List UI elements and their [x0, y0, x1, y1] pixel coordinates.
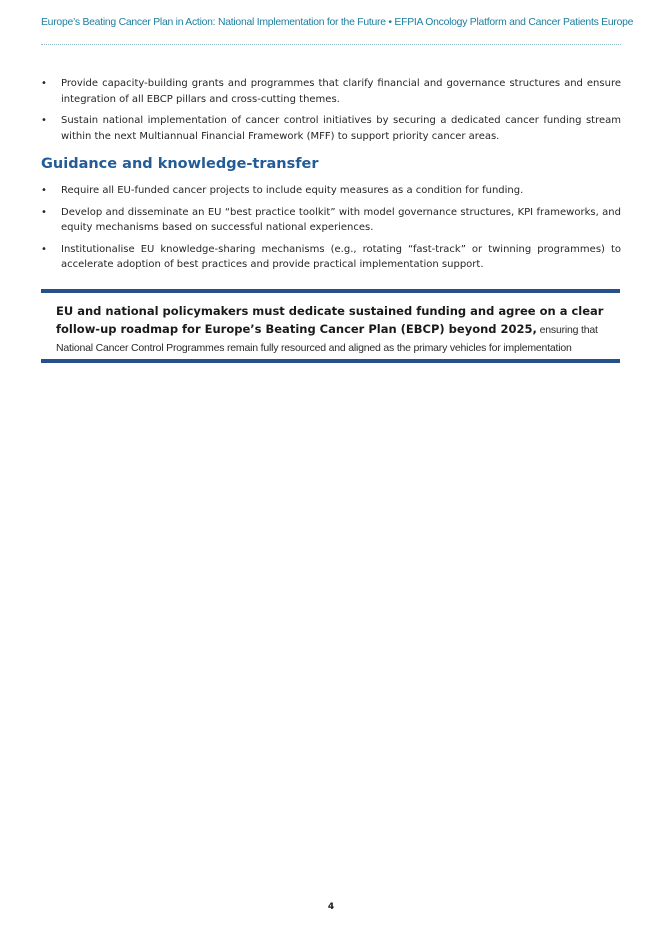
section-heading: Guidance and knowledge-transfer — [41, 156, 319, 172]
list-item-text: Develop and disseminate an EU “best practice toolkit” with model governance structures, KPI frameworks, and equity mechanisms based on successful national experiences. — [61, 206, 621, 233]
list-item — [41, 113, 621, 144]
bullet-icon: • — [41, 78, 47, 89]
list-item — [41, 242, 621, 273]
bullet-icon: • — [41, 185, 47, 196]
list-item-text: Institutionalise EU knowledge-sharing mechanisms (e.g., rotating “fast-track” or twinning programmes) to accelerate adoption of best practices and provide practical implementation support. — [61, 243, 621, 270]
recommendation-list-guidance — [41, 183, 621, 279]
callout-text — [56, 303, 606, 358]
callout-bold-text: EU and national policymakers must dedicate sustained funding and agree on a clear follow-up roadmap for Europe’s Beating Cancer Plan (EBCP) beyond 2025, — [56, 304, 604, 336]
header-divider — [41, 44, 621, 45]
running-header: Europe’s Beating Cancer Plan in Action: National Implementation for the Future • EFPIA Oncology Platform and Cancer Patients Europe — [41, 17, 634, 28]
list-item-text: Sustain national implementation of cancer control initiatives by securing a dedicated cancer funding stream within the next Multiannual Financial Framework (MFF) to support priority cancer areas. — [61, 115, 621, 142]
list-item — [41, 205, 621, 236]
list-item-text: Provide capacity-building grants and programmes that clarify financial and governance structures and ensure integration of all EBCP pillars and cross-cutting themes. — [61, 78, 621, 105]
key-message-callout — [41, 289, 620, 363]
page-number: 4 — [327, 902, 335, 912]
callout-regular-text: ensuring that National Cancer Control Programmes remain fully resourced and aligned as the primary vehicles for implementation — [56, 323, 598, 354]
list-item — [41, 76, 621, 107]
bullet-icon: • — [41, 206, 47, 218]
list-item — [41, 183, 621, 199]
bullet-icon: • — [41, 115, 47, 126]
bullet-icon: • — [41, 243, 47, 255]
recommendation-list-funding — [41, 76, 621, 150]
list-item-text: Require all EU-funded cancer projects to include equity measures as a condition for funding. — [61, 185, 524, 196]
